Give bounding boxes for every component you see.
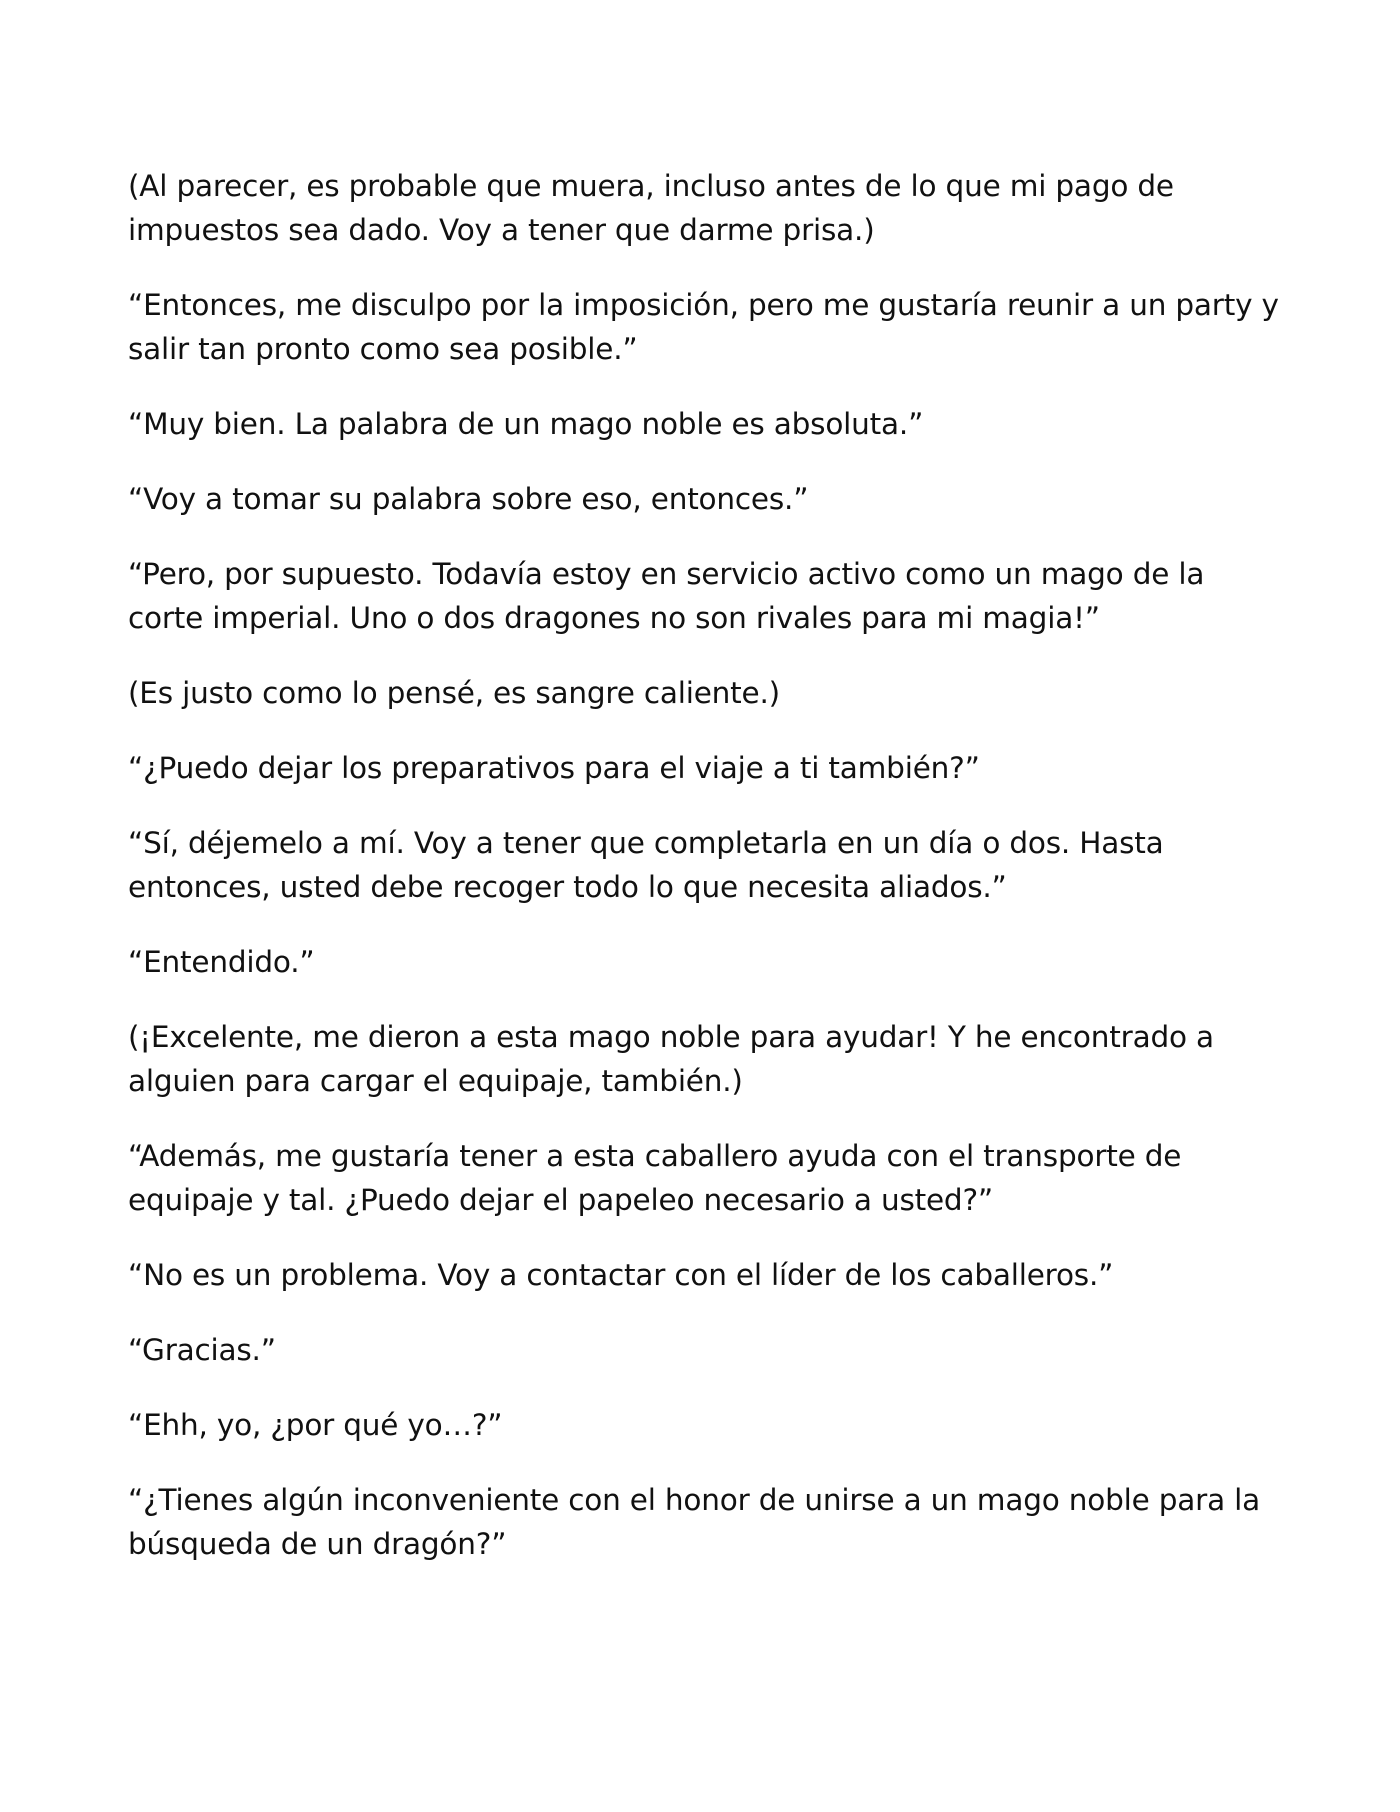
paragraph: “Ehh, yo, ¿por qué yo…?” — [128, 1408, 503, 1442]
paragraph: “Gracias.” — [128, 1333, 276, 1367]
paragraph: “Además, me gustaría tener a esta caballero ayuda con el transporte de equipaje y tal. ¿Puedo dejar el papeleo necesario a usted?” — [128, 1139, 1182, 1217]
paragraph: “¿Puedo dejar los preparativos para el viaje a ti también?” — [128, 751, 980, 785]
paragraph: “No es un problema. Voy a contactar con el líder de los caballeros.” — [128, 1258, 1114, 1292]
paragraph: (¡Excelente, me dieron a esta mago noble para ayudar! Y he encontrado a alguien para cargar el equipaje, también.) — [128, 1020, 1214, 1098]
paragraph: “Sí, déjemelo a mí. Voy a tener que completarla en un día o dos. Hasta entonces, usted debe recoger todo lo que necesita aliados.” — [128, 826, 1164, 904]
paragraph: “Pero, por supuesto. Todavía estoy en servicio activo como un mago de la corte imperial. Uno o dos dragones no son rivales para mi magia!” — [128, 557, 1205, 635]
paragraph: “¿Tienes algún inconveniente con el honor de unirse a un mago noble para la búsqueda de un dragón?” — [128, 1483, 1261, 1561]
document-body — [128, 164, 1288, 1597]
paragraph: (Al parecer, es probable que muera, incluso antes de lo que mi pago de impuestos sea dado. Voy a tener que darme prisa.) — [128, 169, 1174, 247]
paragraph: “Entendido.” — [128, 945, 315, 979]
paragraph: (Es justo como lo pensé, es sangre caliente.) — [128, 676, 780, 710]
paragraph: “Voy a tomar su palabra sobre eso, entonces.” — [128, 482, 809, 516]
paragraph: “Entonces, me disculpo por la imposición, pero me gustaría reunir a un party y salir tan pronto como sea posible.” — [128, 288, 1279, 366]
paragraph: “Muy bien. La palabra de un mago noble es absoluta.” — [128, 407, 924, 441]
